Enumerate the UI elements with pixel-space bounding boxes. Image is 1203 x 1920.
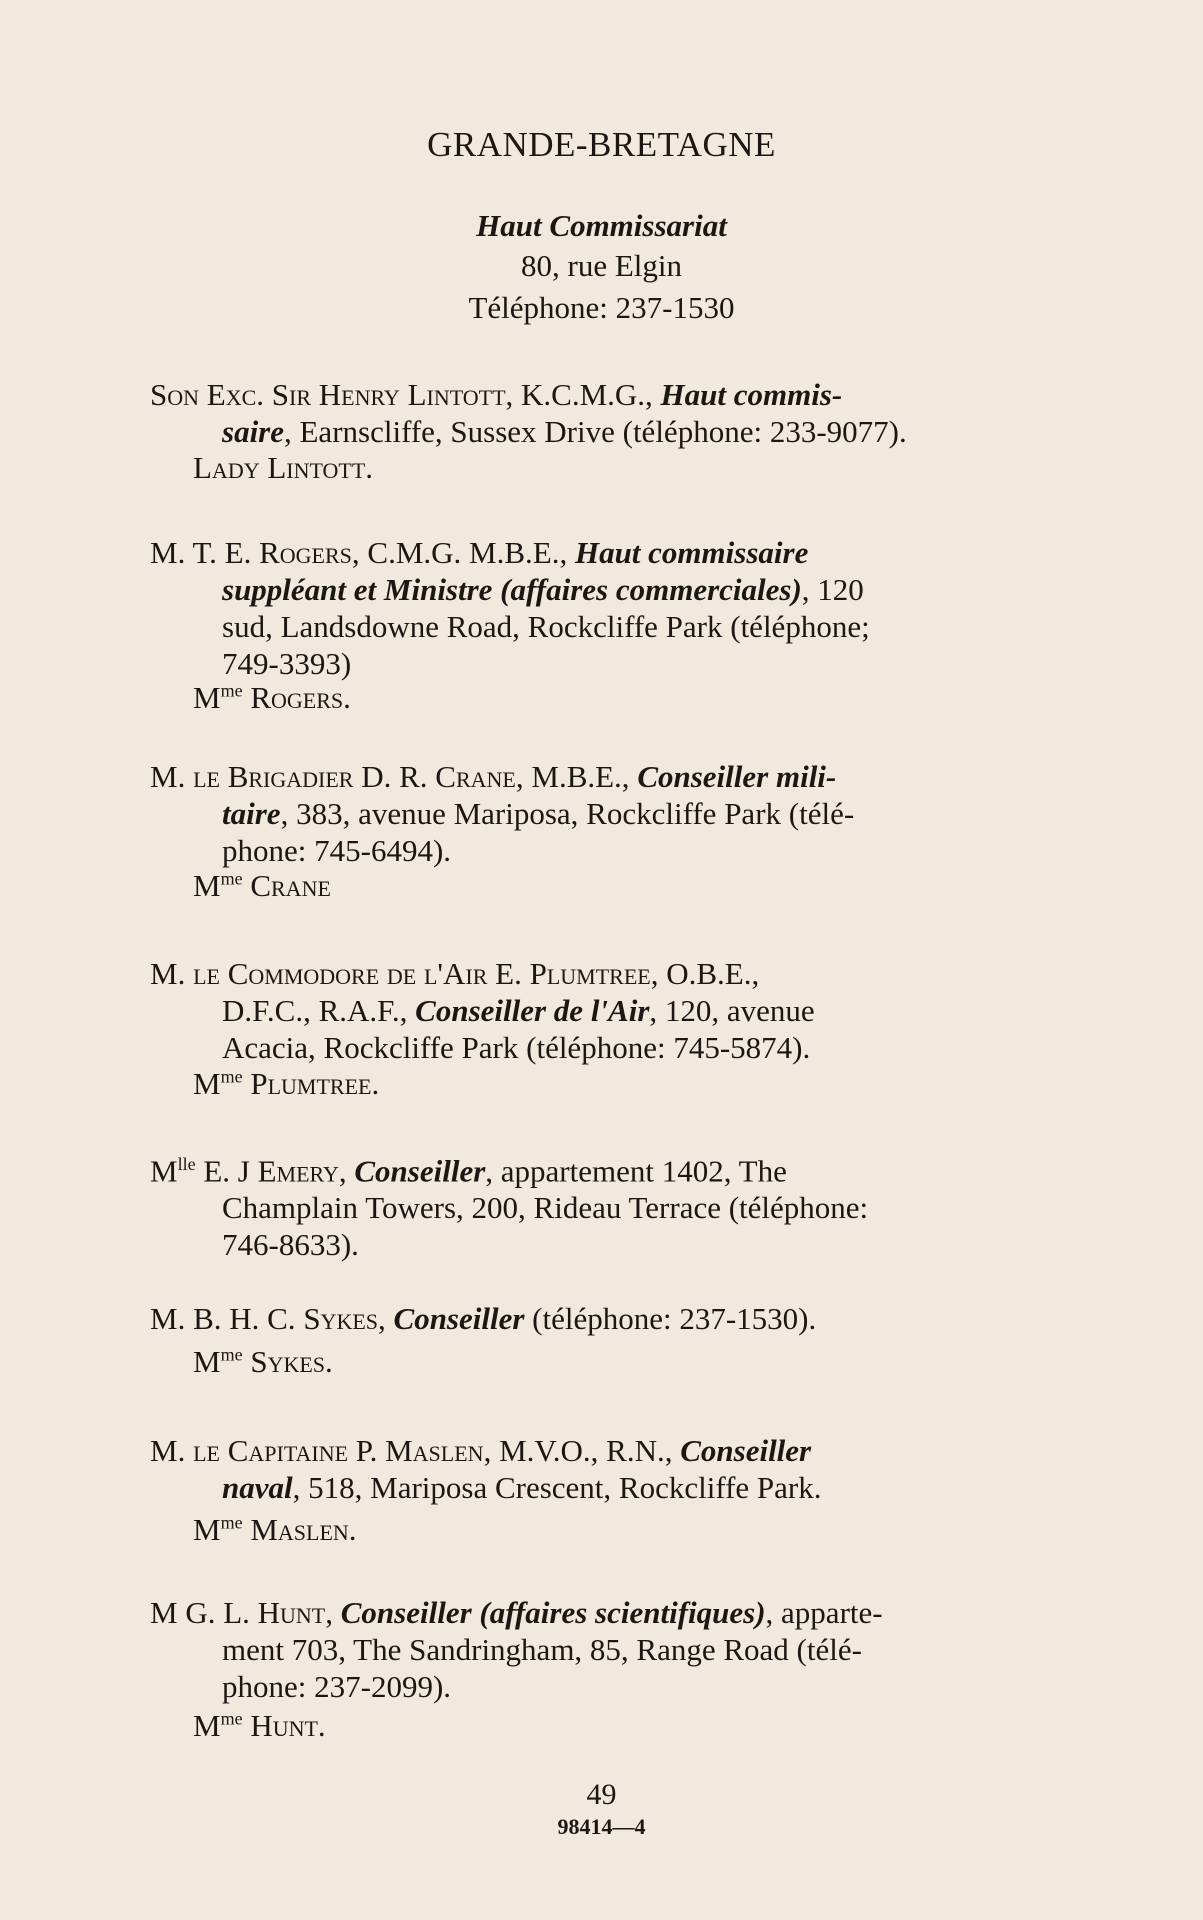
entry-role-cont: suppléant et Ministre (affaires commerciales) xyxy=(222,572,802,607)
entry-plumtree: M. le Commodore de l'Air E. Plumtree, O.B.E., D.F.C., R.A.F., Conseiller de l'Air, 120, avenue Acacia, Rockcliffe Park (téléphone: 745-5874). xyxy=(150,955,1065,1066)
entry-role: Haut commis- xyxy=(660,377,843,412)
entry-role: Conseiller xyxy=(680,1433,812,1468)
spouse-sykes: $M^{me}$ Sykes. xyxy=(193,1344,333,1379)
entry-maslen: M. le Capitaine P. Maslen, M.V.O., R.N., Conseiller naval, 518, Mariposa Crescent, Rockcliffe Park. xyxy=(150,1433,822,1505)
entry-address: Acacia, Rockcliffe Park (téléphone: 745-5874). xyxy=(222,1030,811,1065)
office-address: 80, rue Elgin xyxy=(521,248,682,283)
entry-address: ment 703, The Sandringham, 85, Range Road (télé- xyxy=(222,1632,862,1667)
spouse-maslen: $M^{me}$ Maslen. xyxy=(193,1512,357,1547)
entry-crane: M. le Brigadier D. R. Crane, M.B.E., Conseiller mili- taire, 383, avenue Mariposa, Rockcliffe Park (télé- phone: 745-6494). xyxy=(150,758,1065,869)
office-phone: Téléphone: 237-1530 xyxy=(468,290,735,325)
entry-name: le Capitaine P. Maslen xyxy=(193,1433,484,1468)
entry-role: Conseiller (affaires scientifiques) xyxy=(340,1595,766,1630)
entry-name: Rogers xyxy=(259,535,352,570)
entry-role: Conseiller xyxy=(393,1301,525,1336)
entry-lintott xyxy=(150,376,1065,450)
entry-honours: , K.C.M.G., xyxy=(505,377,661,412)
entry-role: Conseiller de l'Air xyxy=(415,993,650,1028)
entry-role-cont: naval xyxy=(222,1470,293,1505)
entry-role: Haut commissaire xyxy=(574,535,809,570)
entry-phone: 746-8633). xyxy=(222,1227,359,1263)
entry-sykes: M. B. H. C. Sykes, Conseiller (téléphone: 237-1530). xyxy=(150,1301,817,1336)
entry-phone: phone: 237-2099). xyxy=(222,1669,452,1704)
entry-role: Conseiller xyxy=(354,1153,486,1189)
spouse-rogers: $M^{me}$ Rogers. xyxy=(193,680,351,715)
entry-phone: phone: 745-6494). xyxy=(222,833,452,868)
entry-name: Sykes xyxy=(303,1301,379,1336)
print-code: 98414—4 xyxy=(557,1814,646,1839)
entry-name: Son Exc. Sir Henry Lintott xyxy=(150,377,506,412)
spouse-hunt: $M^{me}$ Hunt. xyxy=(193,1708,326,1743)
page-number: 49 xyxy=(586,1778,617,1811)
spouse-plumtree: $M^{me}$ Plumtree. xyxy=(193,1066,380,1101)
entry-hunt: M G. L. Hunt, Conseiller (affaires scientifiques), apparte- ment 703, The Sandringham, 85, Range Road (télé- phone: 237-2099). xyxy=(150,1594,1065,1705)
entry-name: Hunt xyxy=(257,1595,326,1630)
spouse-crane: $M^{me}$ Crane xyxy=(193,868,331,903)
entry-name: le Brigadier D. R. Crane xyxy=(193,759,516,794)
entry-rogers: M. T. E. Rogers, C.M.G. M.B.E., Haut commissaire suppléant et Ministre (affaires commerciales), 120 sud, Landsdowne Road, Rockcliffe Park (téléphone; 749-3393) xyxy=(150,534,1065,682)
entry-name: le Commodore de l'Air E. Plumtree xyxy=(193,956,651,991)
entry-role: Conseiller mili- xyxy=(637,759,837,794)
entry-phone: 749-3393) xyxy=(222,646,352,681)
entry-address: , Earnscliffe, Sussex Drive (téléphone: 233-9077). xyxy=(284,414,907,449)
entry-name: Emery xyxy=(257,1153,339,1189)
spouse-lintott: Lady Lintott. xyxy=(193,450,374,485)
entry-address: sud, Landsdowne Road, Rockcliffe Park (téléphone; xyxy=(222,609,870,644)
entry-emery: $M^{lle}$ E. J Emery, Conseiller, appartement 1402, The Champlain Towers, 200, Rideau Terrace (téléphone: 746-8633). xyxy=(150,1146,1065,1263)
entry-address: Champlain Towers, 200, Rideau Terrace (téléphone: xyxy=(222,1190,869,1226)
entry-role-cont: taire xyxy=(222,796,281,831)
office-name: Haut Commissariat xyxy=(476,208,727,243)
page-title: GRANDE-BRETAGNE xyxy=(427,125,776,164)
entry-role-cont: saire xyxy=(222,414,284,449)
